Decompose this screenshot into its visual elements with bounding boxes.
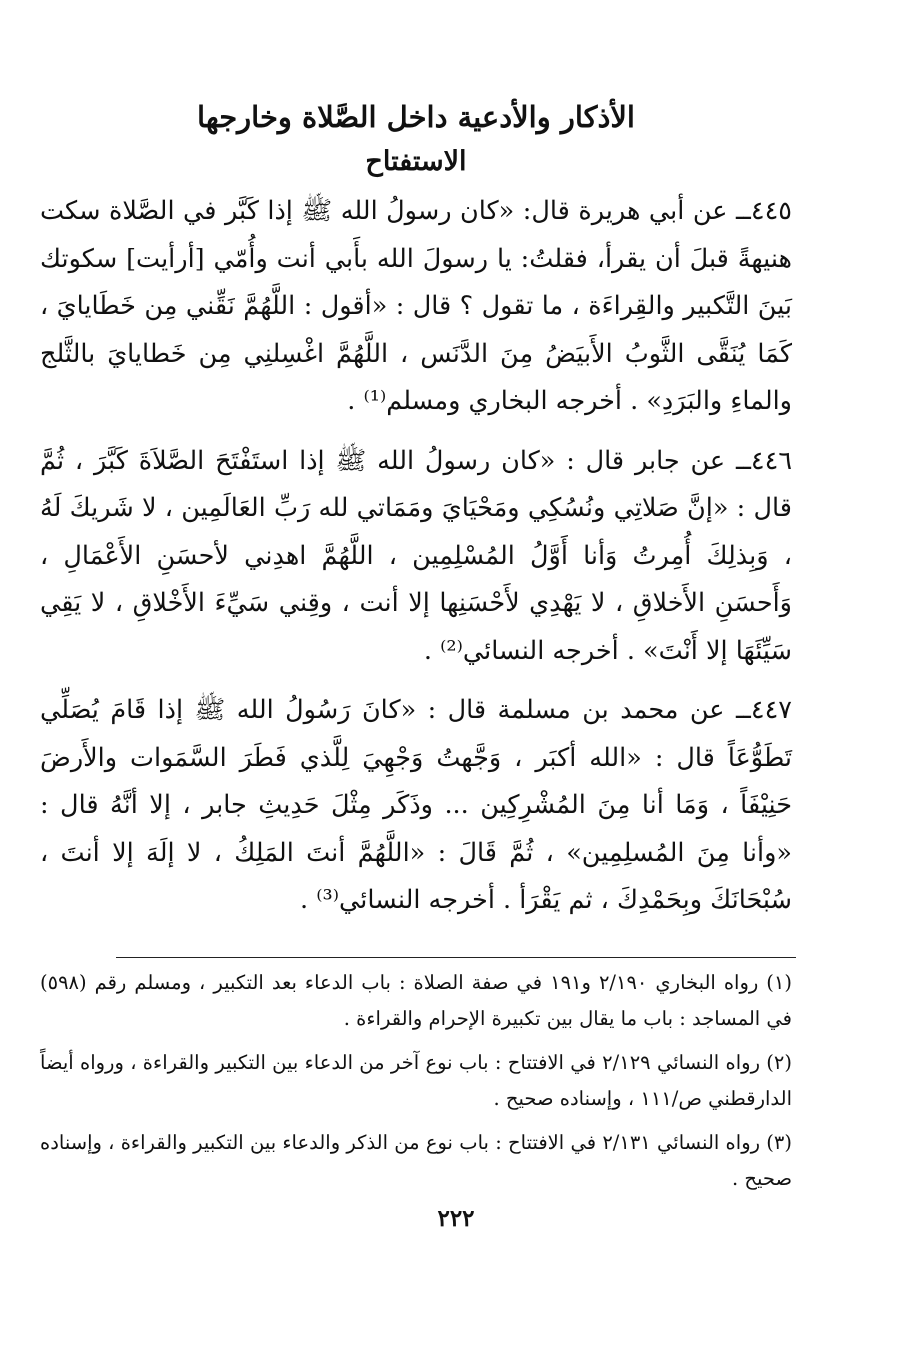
page-number: ٢٢٢ — [437, 1205, 475, 1232]
footnotes — [40, 965, 792, 1205]
hadith-text: عن أبي هريرة قال: «كان رسولُ الله ﷺ إذا كَبَّر في الصَّلاة سكت هنيهةً قبلَ أن يقرأ، فقلتُ: يا رسولَ الله بأَبي أنت وأُمّي [أرأيت] سكوتك بَينَ التَّكبير والقِراءَة ، ما تقول ؟ قال : «أقول : اللَّهُمَّ نَقِّني مِن خَطَايايَ ، كَمَا يُنَقَّى الثَّوبُ الأَبيَضُ مِنَ الدَّنَس ، اللَّهُمَّ اغْسِلنِي مِن خَطايايَ بالثَّلج والماءِ والبَرَدِ» . أخرجه البخاري ومسلم⁽¹⁾ . — [40, 196, 792, 416]
hadith-number: ٤٤٥ــ — [735, 196, 792, 226]
page-title: الأذكار والأدعية داخل الصَّلاة وخارجها — [197, 100, 635, 134]
page-body — [40, 96, 792, 937]
hadith-445 — [40, 188, 792, 426]
footnote-3: (٣) رواه النسائي ٢/١٣١ في الافتتاح : باب نوع من الذكر والدعاء بين التكبير والقراءة ، وإسناده صحيح . — [40, 1131, 792, 1190]
hadith-number: ٤٤٦ــ — [735, 445, 793, 476]
hadith-number: ٤٤٧ــ — [735, 695, 792, 725]
footnote-divider — [116, 957, 796, 958]
hadith-447 — [40, 687, 792, 925]
section-title: الاستفتاح — [365, 146, 467, 177]
footnote-1: (١) رواه البخاري ٢/١٩٠ و١٩١ في صفة الصلاة : باب الدعاء بعد التكبير ، ومسلم رقم (٥٩٨) في المساجد : باب ما يقال بين تكبيرة الإحرام والقراءة . — [40, 971, 793, 1030]
hadith-text: عن جابر قال : «كان رسولُ الله ﷺ إذا استَفْتَحَ الصَّلاَةَ كَبَّرَ ، ثُمَّ قال : «إنَّ صَلاتِي ونُسُكِي ومَحْيَايَ ومَمَاتي لله رَبِّ العَالَمِين ، لا شَريكَ لَهُ ، وَبِذلِكَ أُمِرتُ وَأنا أَوَّلُ المُسْلِمِين ، اللَّهُمَّ اهدِني لأحسَنِ الأَعْمَالِ ، وَأَحسَنِ الأَخلاقِ ، لا يَهْدِي لأَحْسَنِها إلا أنت ، وقِني سَيِّءَ الأَخْلاقِ ، لا يَقِي سَيِّئَهَا إلا أَنْتَ» . أخرجه النسائي⁽²⁾ . — [40, 445, 792, 666]
hadith-446 — [40, 438, 792, 676]
footnote-2: (٢) رواه النسائي ٢/١٢٩ في الافتتاح : باب نوع آخر من الدعاء بين التكبير والقراءة ، ورواه أيضاً الدارقطني ص/١١١ ، وإسناده صحيح . — [40, 1051, 793, 1110]
hadith-text: عن محمد بن مسلمة قال : «كانَ رَسُولُ الله ﷺ إذا قَامَ يُصَلِّي تَطَوُّعَاً قال : «الله أكبَر ، وَجَّهتُ وَجْهِيَ لِلَّذي فَطَرَ السَّمَوات والأَرضَ حَنِيْفَاً ، وَمَا أنا مِنَ المُشْرِكِين ... وذَكَر مِثْلَ حَدِيثِ جابر ، إلا أنَّهُ قال : «وأنا مِنَ المُسلِمِين» ، ثُمَّ قَالَ : «اللَّهُمَّ أنتَ المَلِكُ ، لا إلَهَ إلا أنتَ ، سُبْحَانَكَ وبِحَمْدِكَ ، ثم يَقْرَأ . أخرجه النسائي⁽³⁾ . — [40, 695, 792, 915]
